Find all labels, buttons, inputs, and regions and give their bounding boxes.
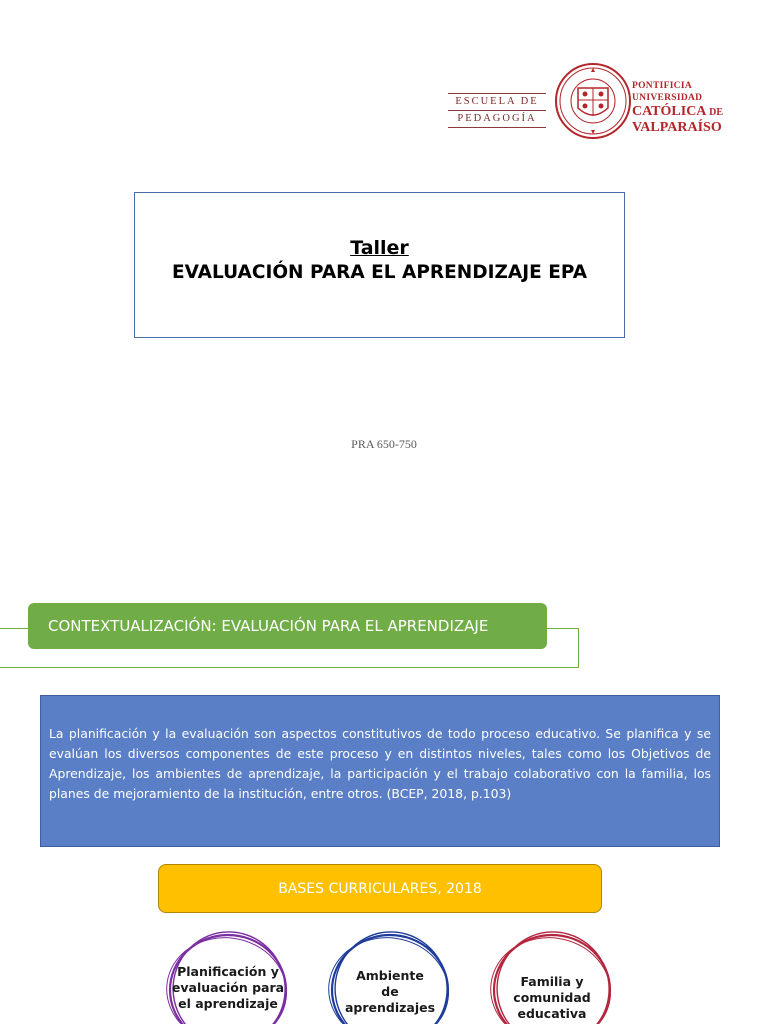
divider <box>448 110 546 111</box>
title-small: Taller <box>350 237 409 259</box>
divider <box>448 127 546 128</box>
circle-label: Ambiente de aprendizajes <box>344 968 436 1015</box>
divider <box>448 93 546 94</box>
school-line-2: PEDAGOGÍA <box>457 113 537 124</box>
circle-ambiente <box>325 928 455 1024</box>
bases-banner: BASES CURRICULARES, 2018 <box>158 864 602 913</box>
school-line-1: ESCUELA DE <box>455 96 539 107</box>
school-name <box>448 92 546 129</box>
quote-box <box>40 695 720 847</box>
university-line-3 <box>632 104 752 120</box>
quote-text: La planificación y la evaluación son aspectos constitutivos de todo proceso educativo. Se planifica y se evalúan los diversos componentes de este proceso y en distintos niveles, tales como los Objetivos de Aprendizaje, los ambientes de aprendizaje, la participación y el trabajo colaborativo con la familia, los planes de mejoramiento de la institución, entre otros. (BCEP, 2018, p.103) <box>49 726 711 801</box>
circle-familia <box>487 928 617 1024</box>
page-title: EVALUACIÓN PARA EL APRENDIZAJE EPA <box>171 262 588 283</box>
university-catolica: CATÓLICA <box>632 104 706 119</box>
title-box <box>134 192 625 338</box>
university-seal-icon <box>554 58 632 144</box>
university-line-2: UNIVERSIDAD <box>632 93 703 103</box>
university-de: DE <box>709 107 724 118</box>
university-name <box>632 80 752 135</box>
institution-logo <box>448 58 748 148</box>
university-line-4: VALPARAÍSO <box>632 120 722 135</box>
circle-label: Planificación y evaluación para el aprendizaje <box>171 964 285 1011</box>
university-line-1: PONTIFICIA <box>632 81 693 91</box>
circle-planificacion <box>163 928 293 1024</box>
section-banner: CONTEXTUALIZACIÓN: EVALUACIÓN PARA EL APRENDIZAJE <box>28 603 547 649</box>
circle-label: Familia y comunidad educativa <box>513 974 591 1021</box>
course-code: PRA 650-750 <box>351 437 417 451</box>
